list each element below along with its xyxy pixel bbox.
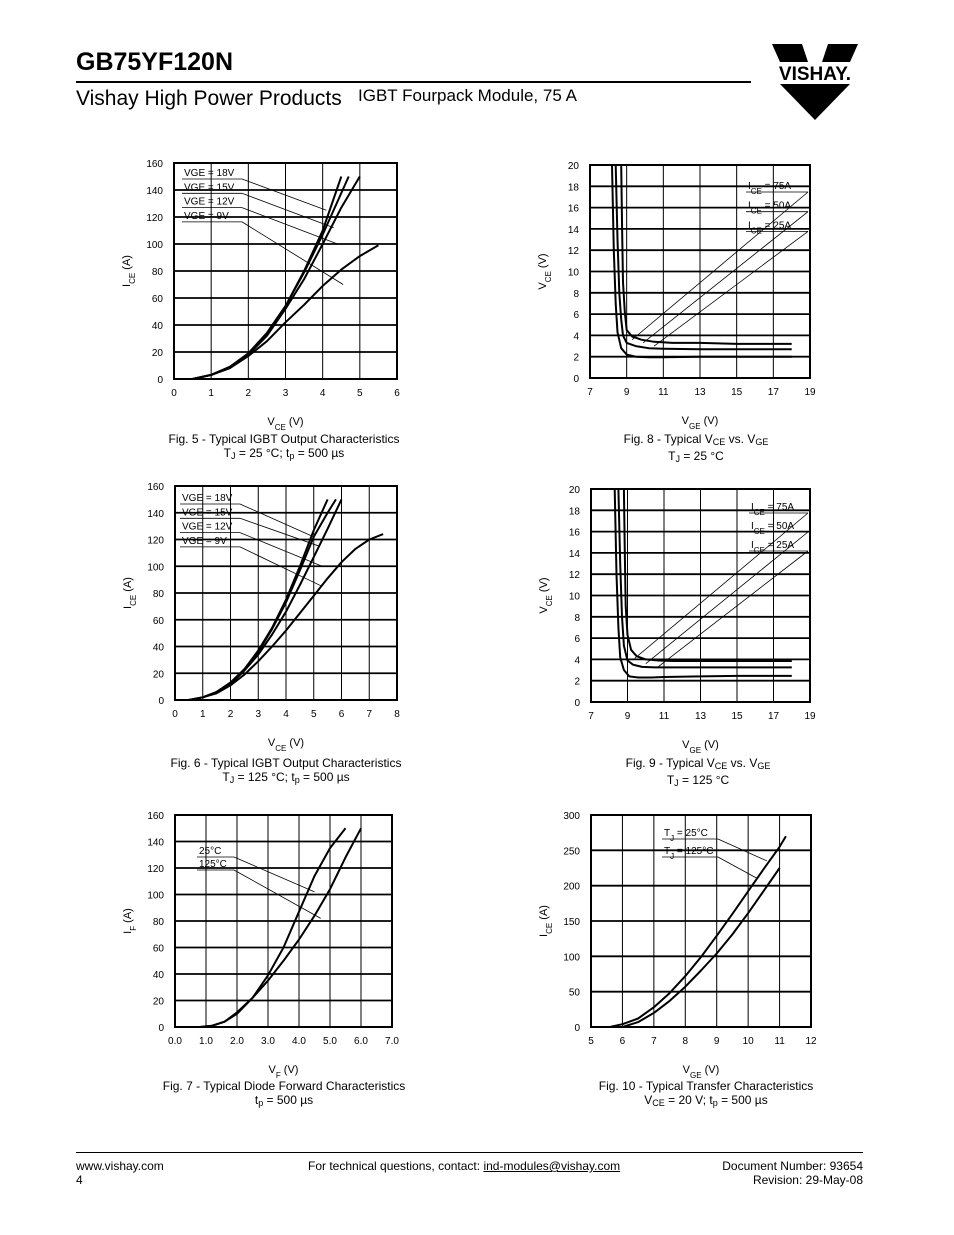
caption-fig10 <box>556 1079 856 1110</box>
chart-fig8-xtick: 13 <box>694 387 706 398</box>
chart-fig8-xtick: 17 <box>767 387 779 398</box>
chart-fig9-xtick: 7 <box>588 711 594 722</box>
chart-fig8-ylabel: $V_{CE}$ (V) <box>537 253 553 290</box>
chart-fig5-ytick: 20 <box>151 348 163 359</box>
chart-fig6-ytick: 80 <box>152 589 164 600</box>
chart-fig6-legend-label: VGE = 12V <box>182 521 233 533</box>
chart-fig9-ylabel: $V_{CE}$ (V) <box>538 577 554 614</box>
caption-title: Fig. 6 - Typical IGBT Output Characteristics <box>170 756 402 770</box>
chart-fig6-xtick: 8 <box>394 709 400 720</box>
caption-title: Fig. 9 - Typical $V_{CE}$ vs. $V_{GE}$ <box>625 756 771 771</box>
chart-fig7-ytick: 40 <box>152 970 164 981</box>
caption-conditions: $t_p = 500$ µs <box>254 1093 314 1108</box>
chart-fig9-xlabel: $V_{GE}$ (V) <box>682 739 719 755</box>
chart-fig7-xtick: 6.0 <box>354 1036 368 1047</box>
chart-fig6-xtick: 6 <box>338 709 345 720</box>
chart-fig9-ytick: 12 <box>568 570 580 582</box>
chart-fig8-xtick: 19 <box>804 387 816 398</box>
chart-fig10-series-1 <box>610 836 786 1027</box>
chart-fig9-xtick: 19 <box>804 711 816 722</box>
chart-fig8-ytick: 6 <box>573 310 579 322</box>
vishay-logo-text: VISHAY. <box>778 64 852 85</box>
chart-fig6-xtick: 1 <box>199 709 206 720</box>
chart-fig9-legend-label: $I_{CE} = 75A$ <box>751 502 795 517</box>
chart-fig9-ytick: 16 <box>568 527 580 539</box>
chart-fig10-ytick: 150 <box>563 917 580 928</box>
chart-fig8-xtick: 9 <box>623 387 630 398</box>
chart-fig8-ytick: 20 <box>567 161 579 172</box>
chart-fig6-ytick: 20 <box>152 669 164 681</box>
chart-fig5-legend-label: VGE = 18V <box>184 168 235 179</box>
footer-page-number: 4 <box>76 1173 83 1187</box>
chart-fig7-xlabel: $V_F$ (V) <box>268 1064 299 1080</box>
chart-fig7-ylabel: $I_F$ (A) <box>122 908 138 934</box>
chart-fig7-ytick: 0 <box>158 1023 164 1034</box>
product-line: IGBT Fourpack Module, 75 A <box>358 86 577 105</box>
chart-fig9-ytick: 6 <box>574 634 580 646</box>
chart-fig9-ytick: 2 <box>574 676 580 688</box>
footer-rule <box>76 1152 863 1153</box>
caption-fig5 <box>134 432 434 463</box>
chart-fig5-ytick: 0 <box>157 375 163 386</box>
chart-fig10-ylabel: $I_{CE}$ (A) <box>538 905 554 937</box>
chart-fig10-xtick: 12 <box>805 1036 817 1047</box>
chart-fig10-xlabel: $V_{GE}$ (V) <box>682 1064 720 1080</box>
brand-line: Vishay High Power Products <box>76 87 342 110</box>
footer-document-number: Document Number: 93654 <box>722 1159 863 1173</box>
chart-fig8-ytick: 2 <box>573 352 579 364</box>
chart-fig9-ytick: 8 <box>574 612 580 624</box>
chart-fig9-xtick: 17 <box>767 711 780 722</box>
chart-fig5-ytick: 60 <box>151 294 163 305</box>
chart-fig5-ytick: 160 <box>146 159 163 170</box>
chart-fig10-ytick: 100 <box>563 952 580 964</box>
chart-fig5-xtick: 4 <box>319 388 326 399</box>
chart-fig5-legend-label: VGE = 9V <box>184 210 229 222</box>
chart-fig10-ytick: 50 <box>568 987 580 999</box>
caption-conditions: $T_J = 125$ °C; $t_p = 500$ µs <box>222 770 350 785</box>
chart-fig10-legend-label: $T_J = 25^\circ C$ <box>664 828 708 843</box>
chart-fig6-xtick: 4 <box>283 709 289 720</box>
chart-fig8-xtick: 15 <box>731 387 743 398</box>
chart-fig5-ytick: 120 <box>146 213 163 224</box>
chart-fig9-ytick: 18 <box>568 506 580 518</box>
caption-fig6 <box>136 756 436 787</box>
chart-fig5-ytick: 140 <box>146 186 163 197</box>
chart-fig10-xtick: 10 <box>742 1036 754 1047</box>
chart-fig6-legend-label: VGE = 9V <box>182 535 227 547</box>
chart-fig7-ytick: 60 <box>152 943 164 955</box>
chart-fig8-ytick: 14 <box>567 224 579 236</box>
chart-fig10-ytick: 300 <box>563 811 580 822</box>
chart-fig7-xtick: 1.0 <box>199 1036 213 1047</box>
chart-fig7-xtick: 3.0 <box>261 1036 275 1047</box>
chart-fig5-xtick: 1 <box>208 388 214 399</box>
caption-conditions: $T_J = 25$ °C <box>668 449 724 464</box>
caption-title: Fig. 8 - Typical $V_{CE}$ vs. $V_{GE}$ <box>623 432 769 447</box>
chart-fig6-ytick: 140 <box>147 508 164 520</box>
chart-fig10-legend-leader <box>718 857 758 879</box>
chart-fig5-legend-label: VGE = 15V <box>184 182 235 194</box>
chart-fig10-series-0 <box>622 868 779 1027</box>
footer-contact-email-link[interactable]: ind-modules@vishay.com <box>483 1159 621 1173</box>
chart-fig6-ytick: 100 <box>147 562 164 574</box>
chart-fig6-xtick: 0 <box>172 709 178 720</box>
chart-fig7-ytick: 100 <box>147 890 164 902</box>
chart-fig6-ytick: 40 <box>152 642 164 654</box>
chart-fig5-xtick: 0 <box>171 388 177 399</box>
chart-fig8-ytick: 0 <box>573 374 579 385</box>
caption-title: Fig. 7 - Typical Diode Forward Characteristics <box>162 1079 406 1093</box>
chart-fig6-legend-label: VGE = 15V <box>182 507 233 519</box>
chart-fig7-ytick: 80 <box>152 917 164 928</box>
footer-revision: Revision: 29-May-08 <box>752 1173 863 1187</box>
chart-fig10-legend-label: $T_J = 125^\circ C$ <box>664 846 714 861</box>
chart-fig9-legend-label: $I_{CE} = 50A$ <box>751 521 795 536</box>
chart-fig5-legend-label: VGE = 12V <box>184 196 235 208</box>
chart-fig5-ytick: 80 <box>151 267 163 278</box>
chart-fig9-xtick: 15 <box>731 711 743 722</box>
caption-conditions: $V_{CE} = 20$ V; $t_p = 500$ µs <box>644 1093 768 1108</box>
chart-fig7-ytick: 140 <box>147 837 164 849</box>
chart-fig6-xtick: 5 <box>310 709 317 720</box>
chart-fig5-xtick: 3 <box>282 388 289 399</box>
chart-fig8-legend-label: $I_{CE} = 75A$ <box>748 181 792 196</box>
chart-fig7-legend-label: 125°C <box>199 859 227 870</box>
chart-fig5-ytick: 100 <box>146 240 163 251</box>
chart-fig8-ytick: 12 <box>567 246 579 258</box>
chart-fig5-xtick: 5 <box>357 388 363 399</box>
chart-fig6-xlabel: $V_{CE}$ (V) <box>267 737 305 753</box>
chart-fig7-xtick: 4.0 <box>292 1036 306 1047</box>
chart-fig5-ytick: 40 <box>151 321 163 332</box>
caption-title: Fig. 5 - Typical IGBT Output Characteristics <box>168 432 400 446</box>
footer-contact-prefix: For technical questions, contact: <box>308 1159 481 1173</box>
footer-website[interactable]: www.vishay.com <box>76 1159 164 1173</box>
chart-fig8-ytick: 8 <box>573 288 579 300</box>
chart-fig10-ytick: 0 <box>574 1023 580 1034</box>
chart-fig5-xlabel: $V_{CE}$ (V) <box>267 416 304 432</box>
chart-fig8-ytick: 4 <box>573 331 579 343</box>
chart-fig9-ytick: 0 <box>574 698 580 709</box>
chart-fig7-xtick: 2.0 <box>230 1036 244 1047</box>
caption-fig7 <box>134 1079 434 1110</box>
chart-fig6-xtick: 3 <box>255 709 262 720</box>
chart-fig9-xtick: 11 <box>658 711 670 722</box>
caption-conditions: $T_J = 25$ °C; $t_p = 500$ µs <box>223 446 345 461</box>
chart-fig10-xtick: 11 <box>774 1036 785 1047</box>
chart-fig9-legend-label: $I_{CE} = 25A$ <box>751 540 795 555</box>
caption-conditions: $T_J = 125$ °C <box>666 773 730 788</box>
chart-fig10-xtick: 7 <box>651 1036 657 1047</box>
chart-fig10-ytick: 250 <box>563 846 580 858</box>
chart-fig10-xtick: 5 <box>588 1036 594 1047</box>
chart-fig9-ytick: 10 <box>568 591 580 603</box>
chart-fig6-ytick: 120 <box>147 535 164 547</box>
chart-fig8-legend-label: $I_{CE} = 50A$ <box>748 200 792 216</box>
chart-fig7-legend-label: 25°C <box>199 846 222 857</box>
chart-fig9-xtick: 13 <box>694 711 707 722</box>
chart-fig6-ytick: 0 <box>158 696 164 707</box>
chart-fig7-ytick: 20 <box>152 996 164 1008</box>
chart-fig5-xtick: 2 <box>245 388 252 399</box>
caption-fig9 <box>548 756 848 790</box>
chart-fig5-ylabel: $I_{CE}$ (A) <box>121 255 137 287</box>
chart-fig8-xlabel: $V_{GE}$ (V) <box>681 415 719 431</box>
chart-fig9-ytick: 20 <box>568 485 580 496</box>
chart-fig9-ytick: 4 <box>574 655 580 667</box>
chart-fig8-ytick: 18 <box>567 182 579 194</box>
chart-fig7-ytick: 160 <box>147 811 164 822</box>
caption-title: Fig. 10 - Typical Transfer Characteristics <box>598 1079 814 1093</box>
chart-fig7-xtick: 5.0 <box>323 1036 337 1047</box>
chart-fig7-ytick: 120 <box>147 864 164 875</box>
chart-fig10-xtick: 6 <box>619 1036 626 1047</box>
chart-fig6-xtick: 7 <box>366 709 373 720</box>
chart-fig10-ytick: 200 <box>563 881 580 893</box>
chart-fig6-legend-label: VGE = 18V <box>182 493 233 504</box>
footer-contact <box>308 1159 620 1173</box>
chart-fig8-xtick: 11 <box>658 387 669 398</box>
chart-fig6-ylabel: $I_{CE}$ (A) <box>122 577 138 609</box>
chart-fig7-xtick: 7.0 <box>385 1036 399 1047</box>
chart-fig10-xtick: 8 <box>682 1036 689 1047</box>
chart-fig6-xtick: 2 <box>227 709 234 720</box>
chart-fig8-legend-label: $I_{CE} = 25A$ <box>748 220 792 235</box>
chart-fig8-ytick: 16 <box>567 203 579 215</box>
caption-fig8 <box>546 432 846 466</box>
chart-fig6-ytick: 60 <box>152 615 164 627</box>
chart-fig7-xtick: 0.0 <box>168 1036 182 1047</box>
chart-fig8-ytick: 10 <box>567 267 579 279</box>
chart-fig6-ytick: 160 <box>147 482 164 493</box>
chart-fig10-xtick: 9 <box>713 1036 720 1047</box>
chart-fig5-xtick: 6 <box>394 388 400 399</box>
part-number-title: GB75YF120N <box>76 48 234 76</box>
chart-fig9-xtick: 9 <box>624 711 631 722</box>
chart-fig8-xtick: 7 <box>587 387 593 398</box>
chart-fig9-ytick: 14 <box>568 548 580 560</box>
